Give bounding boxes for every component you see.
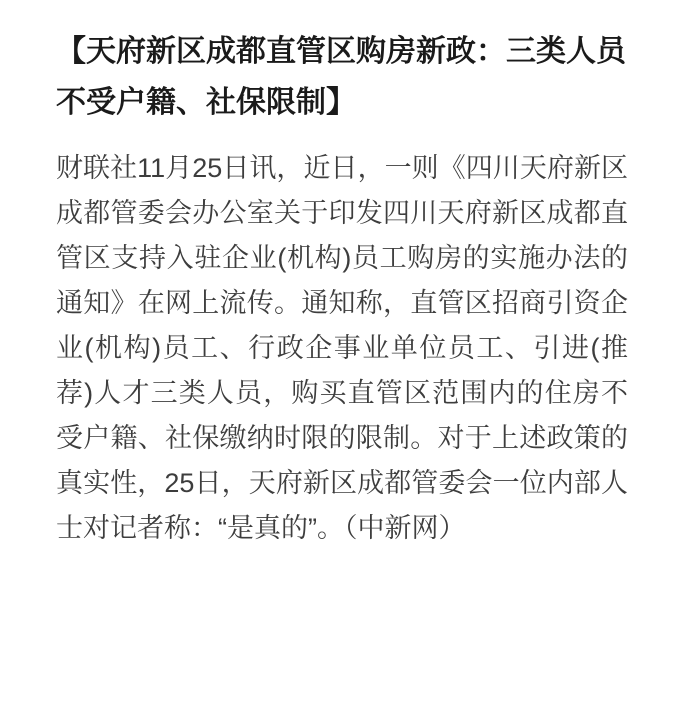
article-body-text: 财联社11月25日讯，近日，一则《四川天府新区成都管委会办公室关于印发四川天府新区成都直管区支持入驻企业(机构)员工购房的实施办法的通知》在网上流传。通知称，直管区招商引资企业(机构)员工、行政企事业单位员工、引进(推荐)人才三类人员，购买直管区范围内的住房不受户籍、社保缴纳时限的限制。对于上述政策的真实性，25日，天府新区成都管委会一位内部人士对记者称：“是真的”。（中新网） [56, 153, 628, 543]
page-title: 【天府新区成都直管区购房新政：三类人员不受户籍、社保限制】 [56, 35, 626, 119]
